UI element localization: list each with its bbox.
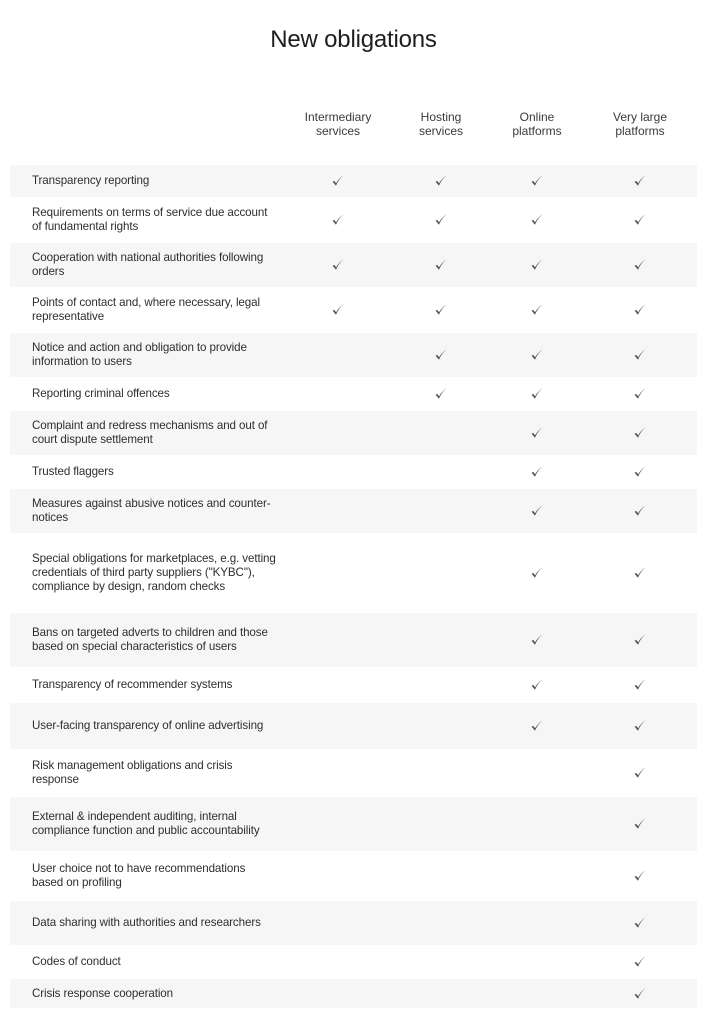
checkmark-icon: [530, 213, 544, 227]
checkmark-icon: [331, 213, 345, 227]
checkmark-icon: [530, 303, 544, 317]
checkmark-icon: [530, 566, 544, 580]
checkmark-icon: [633, 916, 647, 930]
table-row: [10, 667, 697, 703]
obligation-label: Bans on targeted adverts to children and those based on special characteristics of users: [32, 626, 268, 653]
obligation-label: Codes of conduct: [32, 955, 121, 968]
table-row: [10, 287, 697, 333]
checkmark-icon: [633, 174, 647, 188]
obligation-label: External & independent auditing, internal compliance function and public accountability: [32, 810, 260, 837]
checkmark-icon: [633, 504, 647, 518]
checkmark-icon: [633, 465, 647, 479]
obligation-label: Transparency of recommender systems: [32, 678, 233, 691]
checkmark-icon: [530, 504, 544, 518]
table-row: [10, 797, 697, 851]
column-header-line: platforms: [512, 124, 562, 138]
table-row: [10, 165, 697, 197]
checkmark-icon: [434, 348, 448, 362]
checkmark-icon: [633, 426, 647, 440]
checkmark-icon: [633, 955, 647, 969]
table-row: [10, 455, 697, 489]
checkmark-icon: [633, 633, 647, 647]
checkmark-icon: [633, 766, 647, 780]
table-row: [10, 901, 697, 945]
obligation-label: Transparency reporting: [32, 174, 150, 187]
table-row: [10, 749, 697, 797]
checkmark-icon: [434, 258, 448, 272]
checkmark-icon: [530, 465, 544, 479]
checkmark-icon: [633, 387, 647, 401]
checkmark-icon: [633, 719, 647, 733]
column-header-very-large-platforms: [590, 110, 690, 138]
page-title: New obligations: [270, 26, 437, 53]
checkmark-icon: [434, 303, 448, 317]
table-row: [10, 533, 697, 613]
obligation-label: Measures against abusive notices and counter-notices: [32, 497, 271, 524]
column-header-hosting-services: [391, 110, 491, 138]
obligation-label: Notice and action and obligation to provide information to users: [32, 341, 247, 368]
checkmark-icon: [633, 987, 647, 1001]
checkmark-icon: [530, 174, 544, 188]
checkmark-icon: [530, 387, 544, 401]
checkmark-icon: [331, 258, 345, 272]
checkmark-icon: [530, 426, 544, 440]
checkmark-icon: [434, 387, 448, 401]
obligation-label: Crisis response cooperation: [32, 986, 174, 1000]
column-header-line: Hosting: [420, 110, 462, 124]
checkmark-icon: [530, 633, 544, 647]
obligation-label: Points of contact and, where necessary, legal representative: [32, 296, 260, 323]
obligation-label: Complaint and redress mechanisms and out of court dispute settlement: [32, 419, 268, 446]
obligation-label: Cooperation with national authorities following orders: [32, 251, 264, 278]
table-row: [10, 243, 697, 287]
checkmark-icon: [530, 258, 544, 272]
column-header-line: platforms: [615, 124, 665, 138]
column-header-line: Intermediary: [304, 110, 372, 124]
table-row: [10, 979, 697, 1008]
obligation-label: Risk management obligations and crisis response: [32, 759, 233, 786]
checkmark-icon: [633, 817, 647, 831]
table-row: [10, 197, 697, 243]
column-header-line: services: [418, 124, 463, 138]
table-row: [10, 945, 697, 979]
obligations-table: [10, 165, 697, 1008]
obligation-label: Data sharing with authorities and researchers: [32, 916, 261, 929]
checkmark-icon: [633, 213, 647, 227]
checkmark-icon: [530, 678, 544, 692]
checkmark-icon: [434, 213, 448, 227]
checkmark-icon: [633, 678, 647, 692]
checkmark-icon: [633, 303, 647, 317]
table-row: [10, 377, 697, 411]
checkmark-icon: [530, 348, 544, 362]
checkmark-icon: [633, 869, 647, 883]
table-row: [10, 489, 697, 533]
checkmark-icon: [633, 258, 647, 272]
column-header-line: Very large: [612, 110, 668, 124]
checkmark-icon: [633, 566, 647, 580]
obligation-label: Trusted flaggers: [32, 465, 114, 478]
table-row: [10, 613, 697, 667]
obligation-label: Special obligations for marketplaces, e.g. vetting credentials of third party suppliers ("KYBC"), compliance by design, random checks: [32, 552, 276, 593]
table-row: [10, 333, 697, 377]
table-row: [10, 411, 697, 455]
obligation-label: Requirements on terms of service due account of fundamental rights: [32, 206, 268, 233]
checkmark-icon: [530, 719, 544, 733]
checkmark-icon: [633, 348, 647, 362]
checkmark-icon: [331, 174, 345, 188]
obligation-label: Reporting criminal offences: [32, 387, 170, 400]
checkmark-icon: [331, 303, 345, 317]
table-row: [10, 703, 697, 749]
table-row: [10, 851, 697, 901]
column-header-intermediary-services: [288, 110, 388, 138]
checkmark-icon: [434, 174, 448, 188]
obligation-label: User-facing transparency of online advertising: [32, 719, 264, 732]
column-header-online-platforms: [487, 110, 587, 138]
obligation-label: User choice not to have recommendations based on profiling: [32, 862, 246, 889]
column-header-line: services: [315, 124, 360, 138]
column-header-line: Online: [519, 110, 555, 124]
